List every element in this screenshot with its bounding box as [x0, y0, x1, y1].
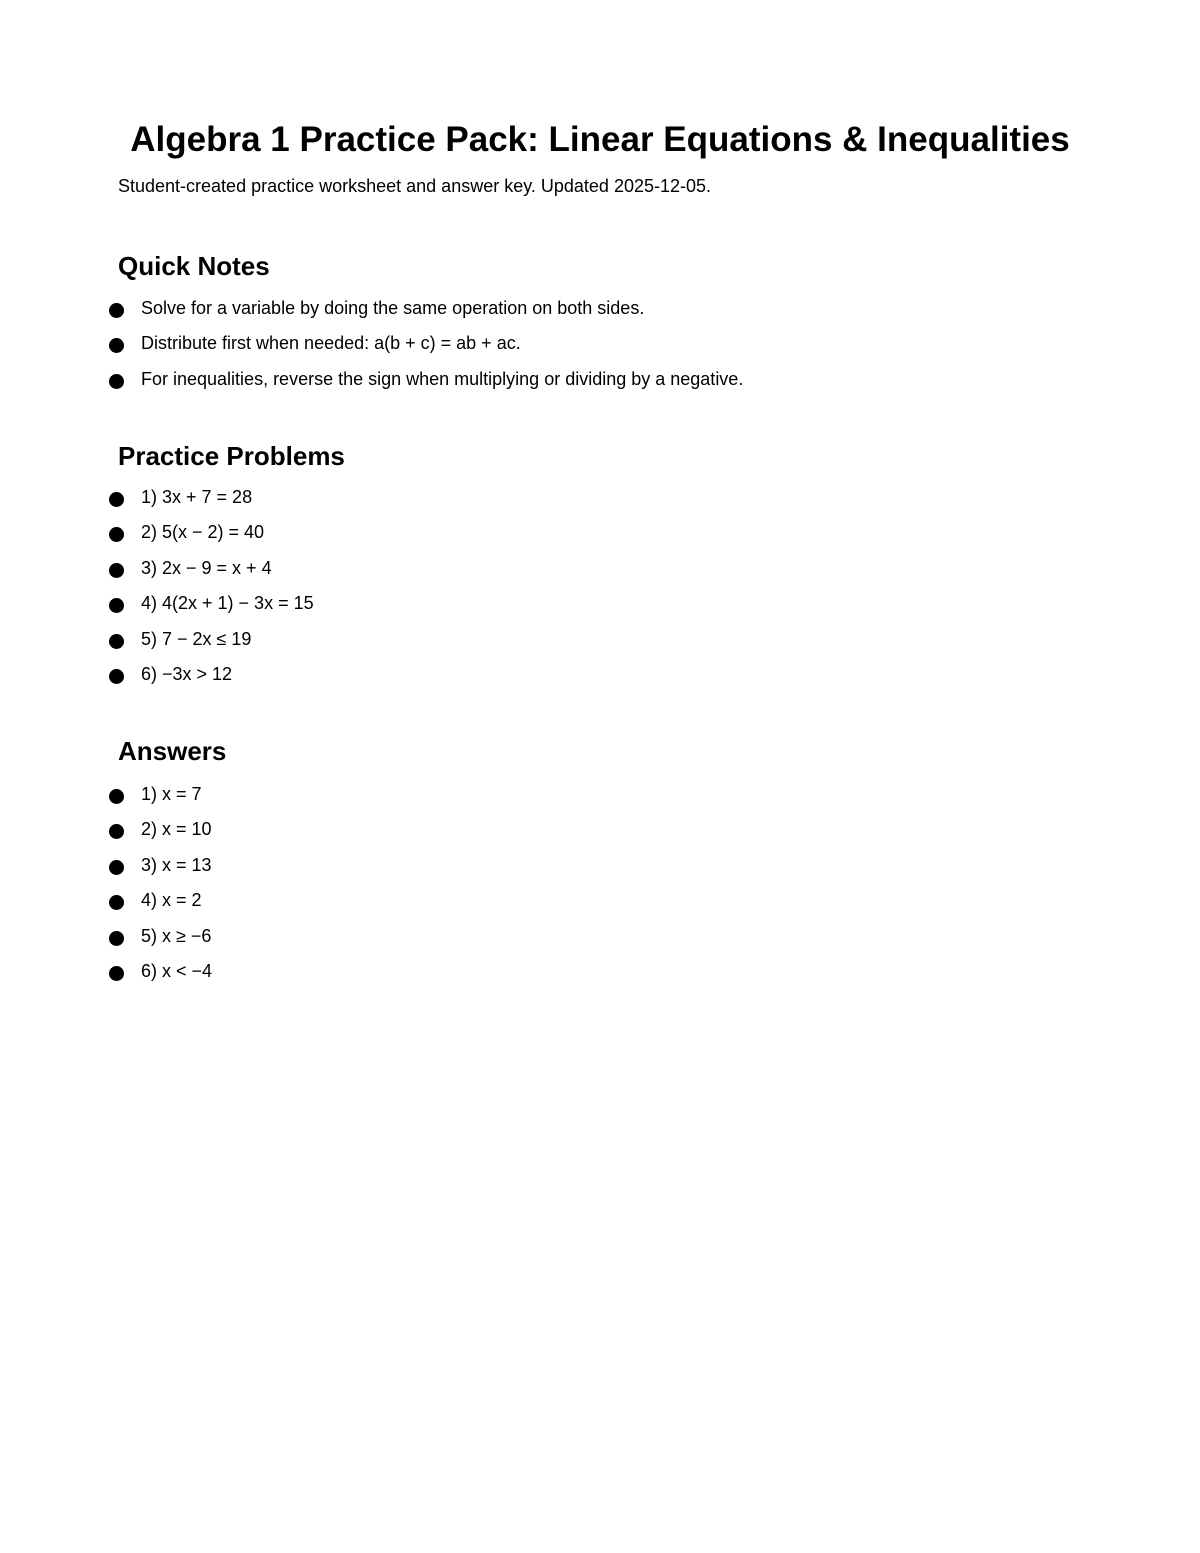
problem-text: 6) −3x > 12	[141, 663, 233, 684]
answer-text: 6) x < −4	[141, 960, 213, 981]
problem-item	[108, 590, 314, 625]
answer-item	[108, 923, 212, 958]
quick-notes-heading: Quick Notes	[118, 251, 270, 281]
problem-text: 1) 3x + 7 = 28	[141, 487, 253, 507]
problem-item	[108, 661, 314, 696]
quick-note-text: Distribute first when needed: a(b + c) = ab + ac.	[141, 333, 521, 354]
answer-item	[108, 816, 212, 851]
answer-text: 2) x = 10	[141, 819, 212, 840]
bullet-icon	[109, 634, 124, 649]
problem-item	[108, 555, 314, 590]
quick-note-text: For inequalities, reverse the sign when multiplying or dividing by a negative.	[141, 368, 744, 389]
practice-problems-heading: Practice Problems	[118, 441, 345, 471]
answers-heading: Answers	[118, 736, 227, 766]
problem-text: 3) 2x − 9 = x + 4	[141, 557, 272, 578]
problem-text: 2) 5(x − 2) = 40	[141, 522, 265, 543]
document-subtitle: Student-created practice worksheet and answer key. Updated 2025-12-05.	[118, 176, 712, 196]
bullet-icon	[109, 338, 124, 353]
answer-text: 5) x ≥ −6	[141, 925, 212, 946]
problem-item	[108, 519, 314, 554]
answers-list	[108, 781, 212, 993]
bullet-icon	[109, 374, 124, 389]
answer-item	[108, 958, 212, 993]
quick-note-item	[108, 366, 743, 401]
quick-note-item	[108, 295, 743, 330]
bullet-icon	[109, 492, 124, 507]
quick-note-item	[108, 330, 743, 365]
bullet-icon	[109, 669, 124, 684]
bullet-icon	[109, 895, 124, 910]
bullet-icon	[109, 303, 124, 318]
problem-text: 5) 7 − 2x ≤ 19	[141, 628, 252, 649]
problem-item	[108, 484, 314, 519]
bullet-icon	[109, 860, 124, 875]
answer-text: 4) x = 2	[141, 890, 202, 911]
bullet-icon	[109, 789, 124, 804]
bullet-icon	[109, 598, 124, 613]
answer-item	[108, 887, 212, 922]
bullet-icon	[109, 527, 124, 542]
bullet-icon	[109, 966, 124, 981]
bullet-icon	[109, 563, 124, 578]
answer-text: 3) x = 13	[141, 854, 212, 875]
quick-notes-list	[108, 295, 743, 401]
problem-item	[108, 626, 314, 661]
bullet-icon	[109, 931, 124, 946]
answer-item	[108, 781, 212, 816]
document-title: Algebra 1 Practice Pack: Linear Equations & Inequalities	[130, 120, 1070, 159]
practice-problems-list	[108, 484, 314, 696]
bullet-icon	[109, 824, 124, 839]
problem-text: 4) 4(2x + 1) − 3x = 15	[141, 593, 314, 614]
answer-item	[108, 852, 212, 887]
answer-text: 1) x = 7	[141, 784, 202, 804]
quick-note-text: Solve for a variable by doing the same operation on both sides.	[141, 298, 645, 318]
